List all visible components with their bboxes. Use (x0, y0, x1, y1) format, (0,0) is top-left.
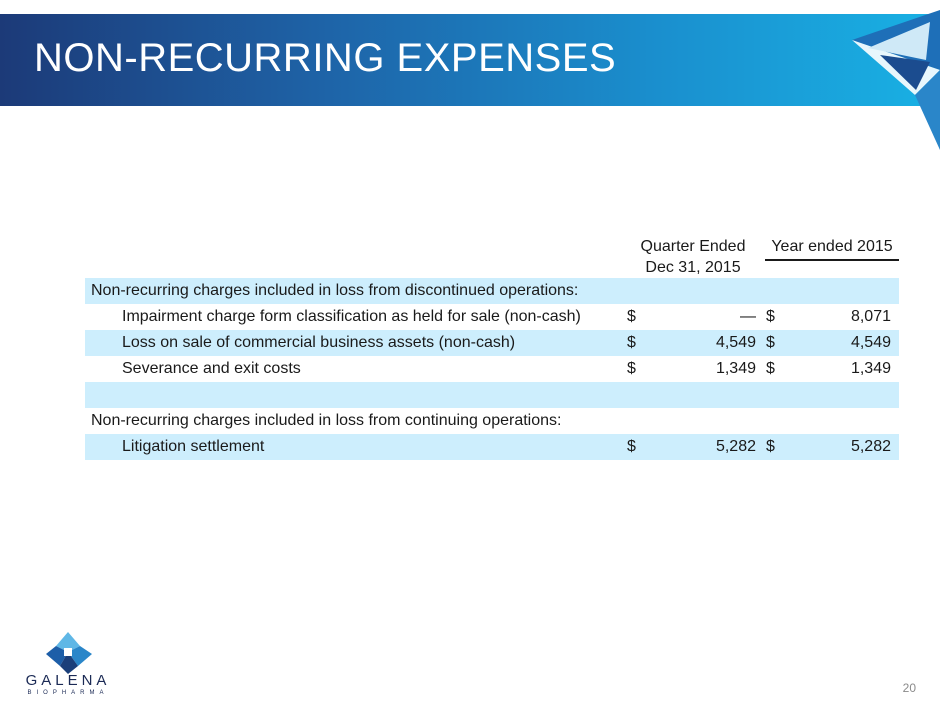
galena-logo (18, 630, 118, 700)
column-header-year: Year ended 2015 (765, 236, 899, 261)
column-headers (85, 232, 899, 278)
currency-symbol: $ (766, 334, 775, 351)
row-label: Impairment charge form classification as held for sale (non-cash) (122, 308, 581, 325)
year-value: 5,282 (850, 438, 891, 455)
quarter-value: 1,349 (715, 360, 756, 377)
table-row (85, 356, 899, 382)
spacer-row (85, 382, 899, 408)
currency-symbol: $ (627, 308, 636, 325)
currency-symbol: $ (627, 438, 636, 455)
section-label: Non-recurring charges included in loss from discontinued operations: (91, 282, 579, 299)
section-header-discontinued (85, 278, 899, 304)
expenses-table (85, 232, 899, 460)
table-row (85, 434, 899, 460)
page-number: 20 (902, 681, 916, 695)
logo-name: GALENA (25, 672, 111, 689)
table-row (85, 330, 899, 356)
section-label: Non-recurring charges included in loss from continuing operations: (91, 412, 562, 429)
year-value: 4,549 (850, 334, 891, 351)
year-value: 1,349 (850, 360, 891, 377)
quarter-value: 5,282 (715, 438, 756, 455)
slide-title: NON-RECURRING EXPENSES (34, 36, 617, 80)
currency-symbol: $ (766, 438, 775, 455)
quarter-value: 4,549 (715, 334, 756, 351)
column-header-quarter: Quarter Ended Dec 31, 2015 (625, 236, 761, 282)
section-header-continuing (85, 408, 899, 434)
currency-symbol: $ (766, 308, 775, 325)
table-row (85, 304, 899, 330)
galena-star-icon (40, 630, 96, 676)
quarter-value: — (740, 308, 756, 325)
row-label: Severance and exit costs (122, 360, 301, 377)
row-label: Litigation settlement (122, 438, 265, 455)
currency-symbol: $ (627, 360, 636, 377)
row-label: Loss on sale of commercial business assets (non-cash) (122, 334, 516, 351)
currency-symbol: $ (766, 360, 775, 377)
year-value: 8,071 (850, 308, 891, 325)
logo-subtitle: BIOPHARMA (27, 690, 109, 696)
corner-star-icon (820, 0, 940, 160)
currency-symbol: $ (627, 334, 636, 351)
